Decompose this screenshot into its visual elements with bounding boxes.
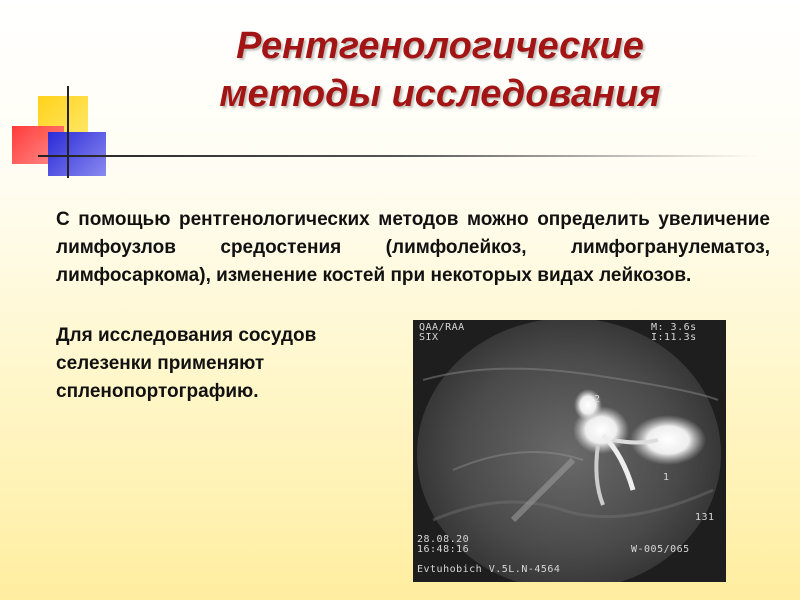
- xray-patient: Evtuhobich V.5L.N-4564: [417, 564, 561, 575]
- paragraph2-line-2: селезенки применяют: [56, 353, 265, 374]
- vertical-rule: [67, 86, 69, 178]
- slide-title: [140, 22, 740, 118]
- xray-label-tl: QAA/RAA: [419, 322, 465, 333]
- body-paragraph-2: [56, 322, 396, 406]
- title-line-2: методы исследования: [219, 73, 661, 115]
- xray-date: 28.08.20: [417, 534, 470, 545]
- xray-marker-1: 1: [663, 472, 670, 483]
- splenoportography-xray-image: [413, 320, 726, 582]
- spleen-contrast: [630, 415, 706, 465]
- paragraph2-line-3: спленопортографию.: [56, 381, 259, 402]
- xray-svg: [413, 320, 726, 582]
- blue-square: [48, 132, 106, 176]
- xray-marker-2: 2: [594, 394, 601, 405]
- xray-time: 16:48:16: [417, 544, 470, 555]
- xray-number: 131: [695, 512, 715, 523]
- title-line-1: Рентгенологические: [236, 25, 644, 67]
- paragraph2-line-1: Для исследования сосудов: [56, 325, 317, 346]
- xray-label-tr: M: 3.6s: [651, 322, 697, 333]
- xray-label-tr2: I:11.3s: [651, 332, 697, 343]
- body-paragraph-1: С помощью рентгенологических методов можно определить увеличение лимфоузлов средостения (лимфолейкоз, лимфогранулематоз, лимфосаркома), изменение костей при некоторых видах лейкозов.: [56, 209, 770, 286]
- xray-label-tl2: SIX: [419, 332, 439, 343]
- decorative-squares-logo: [0, 0, 120, 190]
- title-underline: [38, 155, 758, 157]
- xray-window: W-005/065: [631, 544, 690, 555]
